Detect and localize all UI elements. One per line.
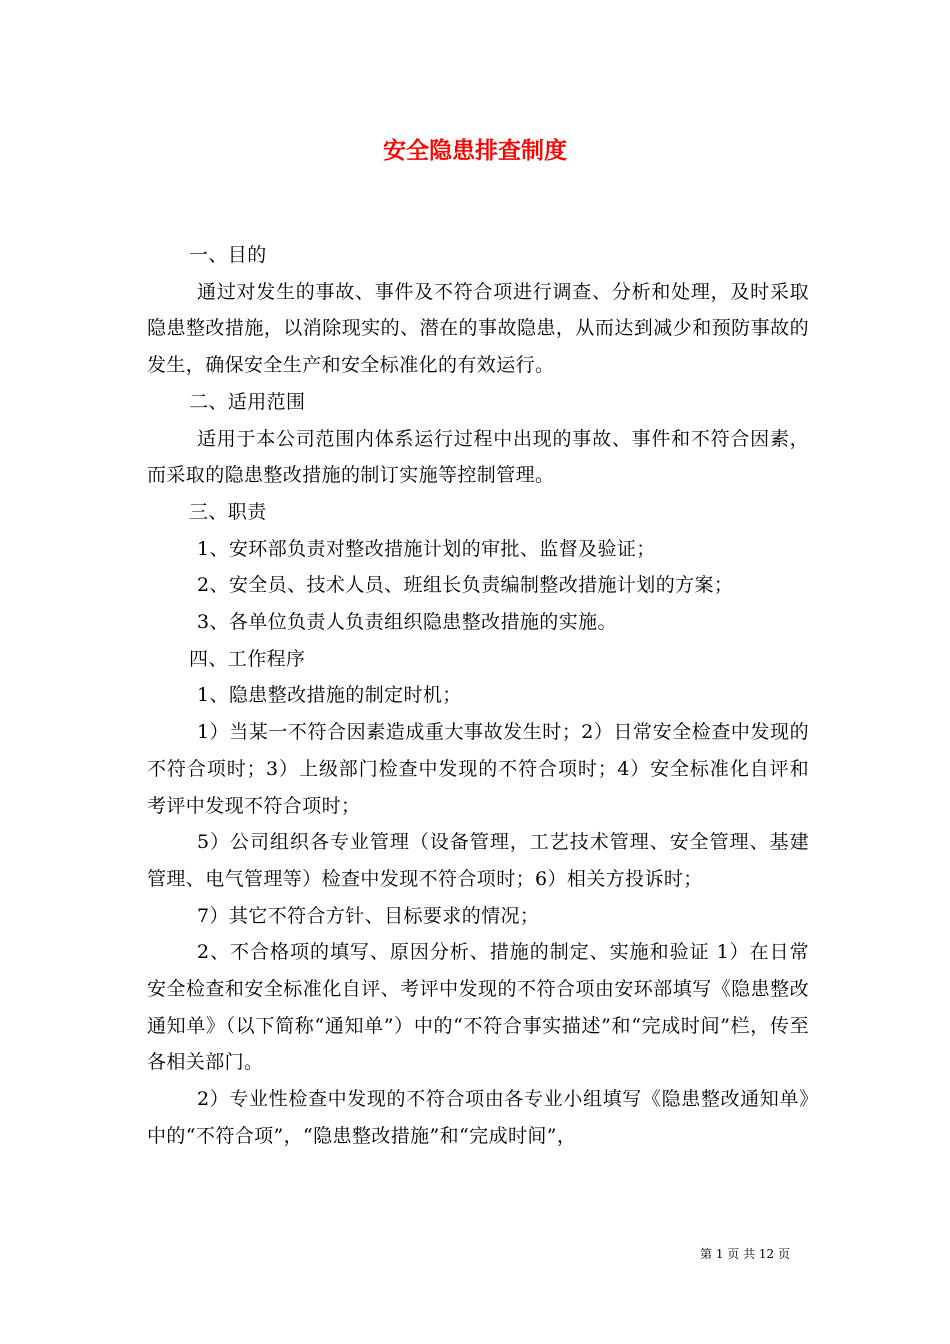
list-item-duty-2: 2、安全员、技术人员、班组长负责编制整改措施计划的方案； — [197, 574, 734, 597]
section-heading-procedure: 四、工作程序 — [189, 647, 306, 670]
section-heading-scope: 二、适用范围 — [189, 390, 306, 413]
paragraph-procedure-2: 2、不合格项的填写、原因分析、措施的制定、实施和验证 1）在日常安全检查和安全标准化自评、考评中发现的不符合项由安环部填写《隐患整改通知单》（以下简称“通知单”）中的“不符合事实描述”和“完成时间”栏，传至各相关部门。 — [147, 941, 809, 1074]
paragraph-timing-1-4: 1）当某一不符合因素造成重大事故发生时；2）日常安全检查中发现的不符合项时；3）上级部门检查中发现的不符合项时；4）安全标准化自评和考评中发现不符合项时； — [147, 721, 809, 817]
paragraph-scope: 适用于本公司范围内体系运行过程中出现的事故、事件和不符合因素，而采取的隐患整改措施的制订实施等控制管理。 — [147, 427, 809, 487]
section-heading-purpose: 一、目的 — [189, 244, 267, 266]
paragraph-timing-7: 7）其它不符合方针、目标要求的情况； — [197, 904, 540, 927]
page-title: 安全隐患排查制度 — [383, 138, 567, 164]
paragraph-procedure-1: 1、隐患整改措施的制定时机； — [197, 684, 462, 707]
paragraph-purpose: 通过对发生的事故、事件及不符合项进行调查、分析和处理，及时采取隐患整改措施，以消除现实的、潜在的事故隐患，从而达到减少和预防事故的发生，确保安全生产和安全标准化的有效运行。 — [147, 280, 809, 377]
list-item-duty-3: 3、各单位负责人负责组织隐患整改措施的实施。 — [197, 611, 617, 634]
section-heading-duties: 三、职责 — [189, 500, 267, 523]
list-item-duty-1: 1、安环部负责对整改措施计划的审批、监督及验证； — [197, 537, 656, 560]
paragraph-procedure-2-2: 2）专业性检查中发现的不符合项由各专业小组填写《隐患整改通知单》中的“不符合项”，“隐患整改措施”和“完成时间”， — [147, 1088, 809, 1147]
page-number: 第 1 页 共 12 页 — [700, 1247, 790, 1261]
paragraph-timing-5-6: 5）公司组织各专业管理（设备管理，工艺技术管理、安全管理、基建管理、电气管理等）检查中发现不符合项时；6）相关方投诉时； — [147, 831, 809, 890]
document-body — [147, 237, 809, 1155]
